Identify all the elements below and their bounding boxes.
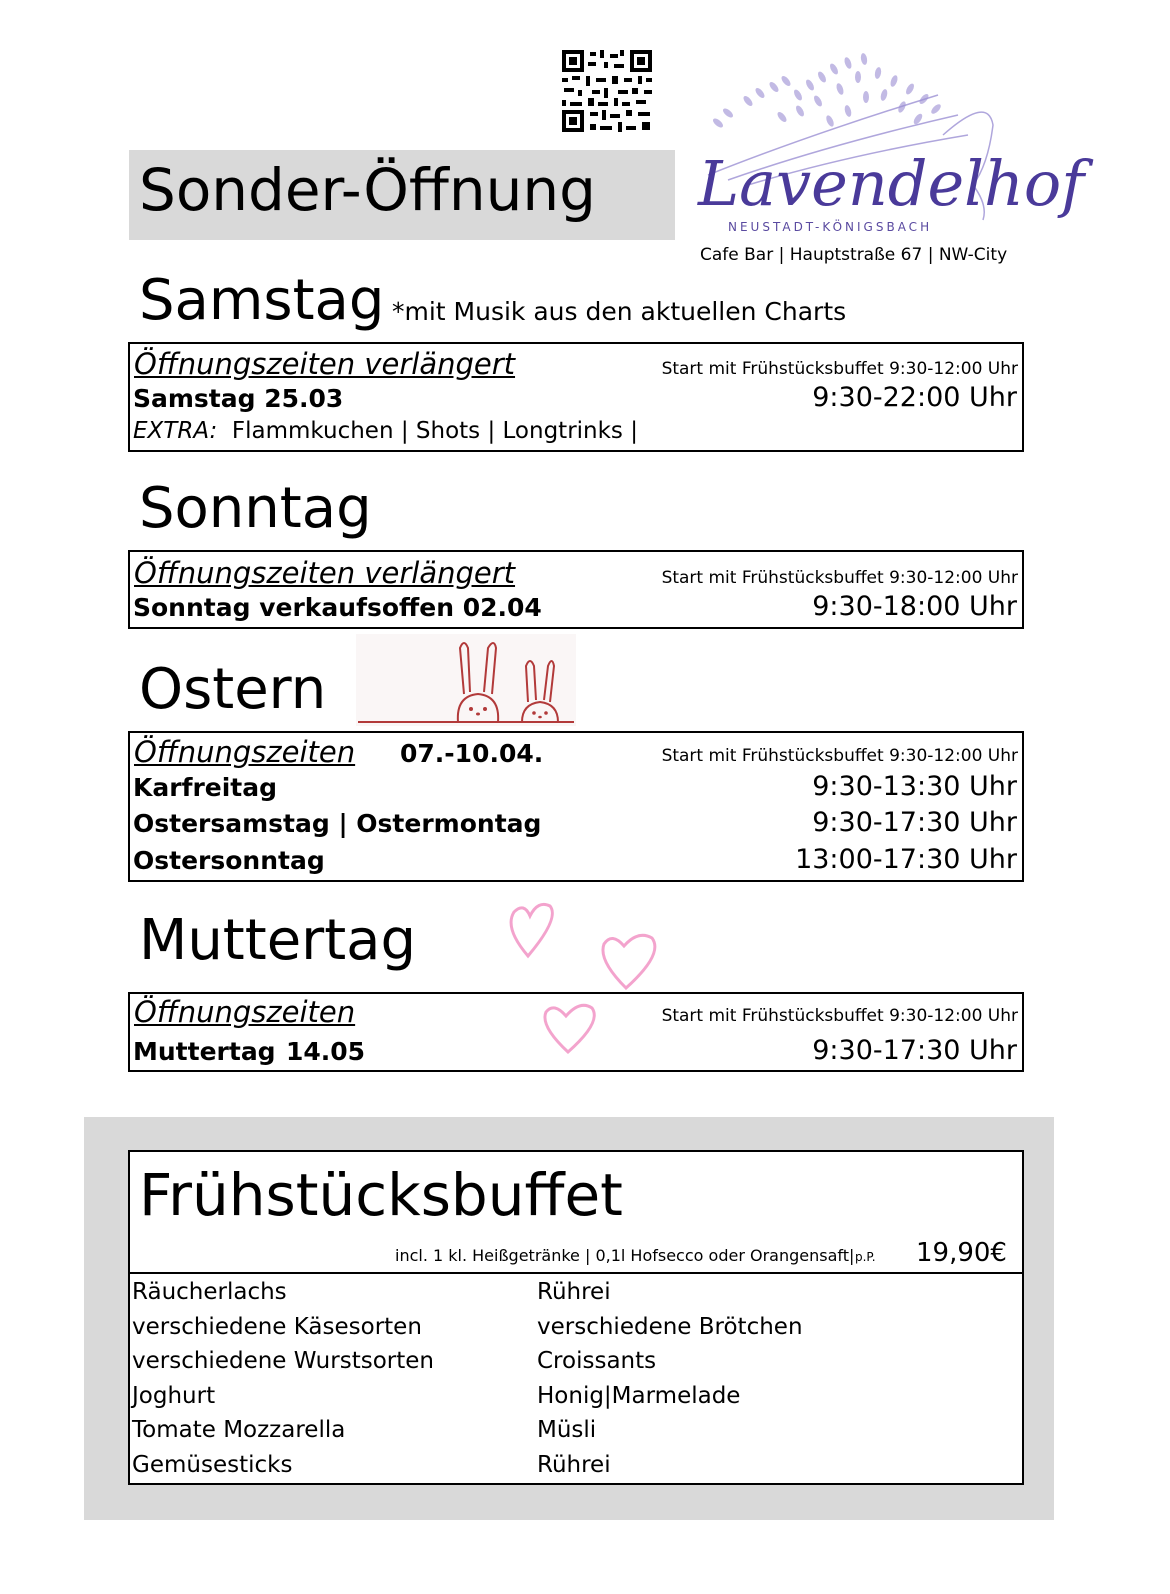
address: Cafe Bar | Hauptstraße 67 | NW-City xyxy=(700,245,1008,265)
buffet-per-person: p.P. xyxy=(855,1250,876,1264)
list-item: verschiedene Wurstsorten xyxy=(132,1348,434,1374)
list-item: Honig|Marmelade xyxy=(537,1382,741,1409)
muttertag-time: 9:30-17:30 Uhr xyxy=(812,1035,1017,1066)
page-title: Sonder-Öffnung xyxy=(139,156,596,224)
list-item: Müsli xyxy=(537,1417,597,1443)
ostern-day-ostersamstag: Ostersamstag | Ostermontag xyxy=(133,809,542,838)
samstag-heading: Samstag xyxy=(139,268,385,333)
ostern-time-ostersonntag: 13:00-17:30 Uhr xyxy=(795,844,1017,875)
samstag-date: Samstag 25.03 xyxy=(133,384,344,413)
qr-code xyxy=(560,48,654,134)
list-item: verschiedene Käsesorten xyxy=(132,1313,422,1340)
buffet-left-list xyxy=(132,1275,434,1482)
logo-wordmark: Lavendelhof xyxy=(698,147,1085,220)
list-item: Joghurt xyxy=(132,1382,216,1409)
muttertag-heading: Muttertag xyxy=(139,908,417,973)
list-item: Rührei xyxy=(537,1451,611,1478)
extra-label: EXTRA: xyxy=(133,418,218,444)
ostern-date-range: 07.-10.04. xyxy=(400,739,544,768)
samstag-time: 9:30-22:00 Uhr xyxy=(812,382,1017,413)
list-item: Räucherlachs xyxy=(132,1279,287,1305)
samstag-hours-label: Öffnungszeiten verlängert xyxy=(134,347,516,381)
sonntag-start-note: Start mit Frühstücksbuffet 9:30-12:00 Uhr xyxy=(661,568,1018,588)
ostern-hours-label: Öffnungszeiten xyxy=(134,735,356,769)
muttertag-hours-label: Öffnungszeiten xyxy=(134,995,356,1029)
buffet-divider xyxy=(129,1272,1023,1274)
sonntag-heading: Sonntag xyxy=(139,476,372,541)
lavendelhof-logo xyxy=(688,55,1085,240)
ostern-time-ostersamstag: 9:30-17:30 Uhr xyxy=(812,807,1017,838)
list-item: Tomate Mozzarella xyxy=(132,1417,346,1443)
list-item: Gemüsesticks xyxy=(132,1451,293,1478)
ostern-day-karfreitag: Karfreitag xyxy=(133,773,278,802)
ostern-start-note: Start mit Frühstücksbuffet 9:30-12:00 Uhr xyxy=(661,746,1018,766)
muttertag-date: 14.05 xyxy=(286,1037,366,1066)
ostern-day-ostersonntag: Ostersonntag xyxy=(133,846,325,875)
logo-subtext: NEUSTADT-KÖNIGSBACH xyxy=(728,220,933,234)
samstag-extra xyxy=(133,416,638,446)
bunnies-illustration xyxy=(356,634,576,726)
sonntag-hours-label: Öffnungszeiten verlängert xyxy=(134,556,516,590)
ostern-heading: Ostern xyxy=(139,657,327,722)
samstag-start-note: Start mit Frühstücksbuffet 9:30-12:00 Uhr xyxy=(661,359,1018,379)
buffet-price: 19,90€ xyxy=(916,1238,1007,1268)
muttertag-start-note: Start mit Frühstücksbuffet 9:30-12:00 Uhr xyxy=(661,1006,1018,1026)
samstag-note: *mit Musik aus den aktuellen Charts xyxy=(392,297,847,326)
sonntag-date: Sonntag verkaufsoffen 02.04 xyxy=(133,593,542,622)
list-item: verschiedene Brötchen xyxy=(537,1313,803,1340)
buffet-includes: incl. 1 kl. Heißgetränke | 0,1l Hofsecco oder Orangensaft| xyxy=(395,1246,855,1265)
buffet-title: Frühstücksbuffet xyxy=(139,1161,623,1229)
buffet-right-list xyxy=(537,1275,803,1482)
ostern-time-karfreitag: 9:30-13:30 Uhr xyxy=(812,771,1017,802)
list-item: Croissants xyxy=(537,1348,657,1374)
muttertag-day: Muttertag xyxy=(133,1037,276,1066)
extra-text: Flammkuchen | Shots | Longtrinks | xyxy=(231,418,638,444)
sonntag-time: 9:30-18:00 Uhr xyxy=(812,591,1017,622)
list-item: Rührei xyxy=(537,1279,611,1305)
